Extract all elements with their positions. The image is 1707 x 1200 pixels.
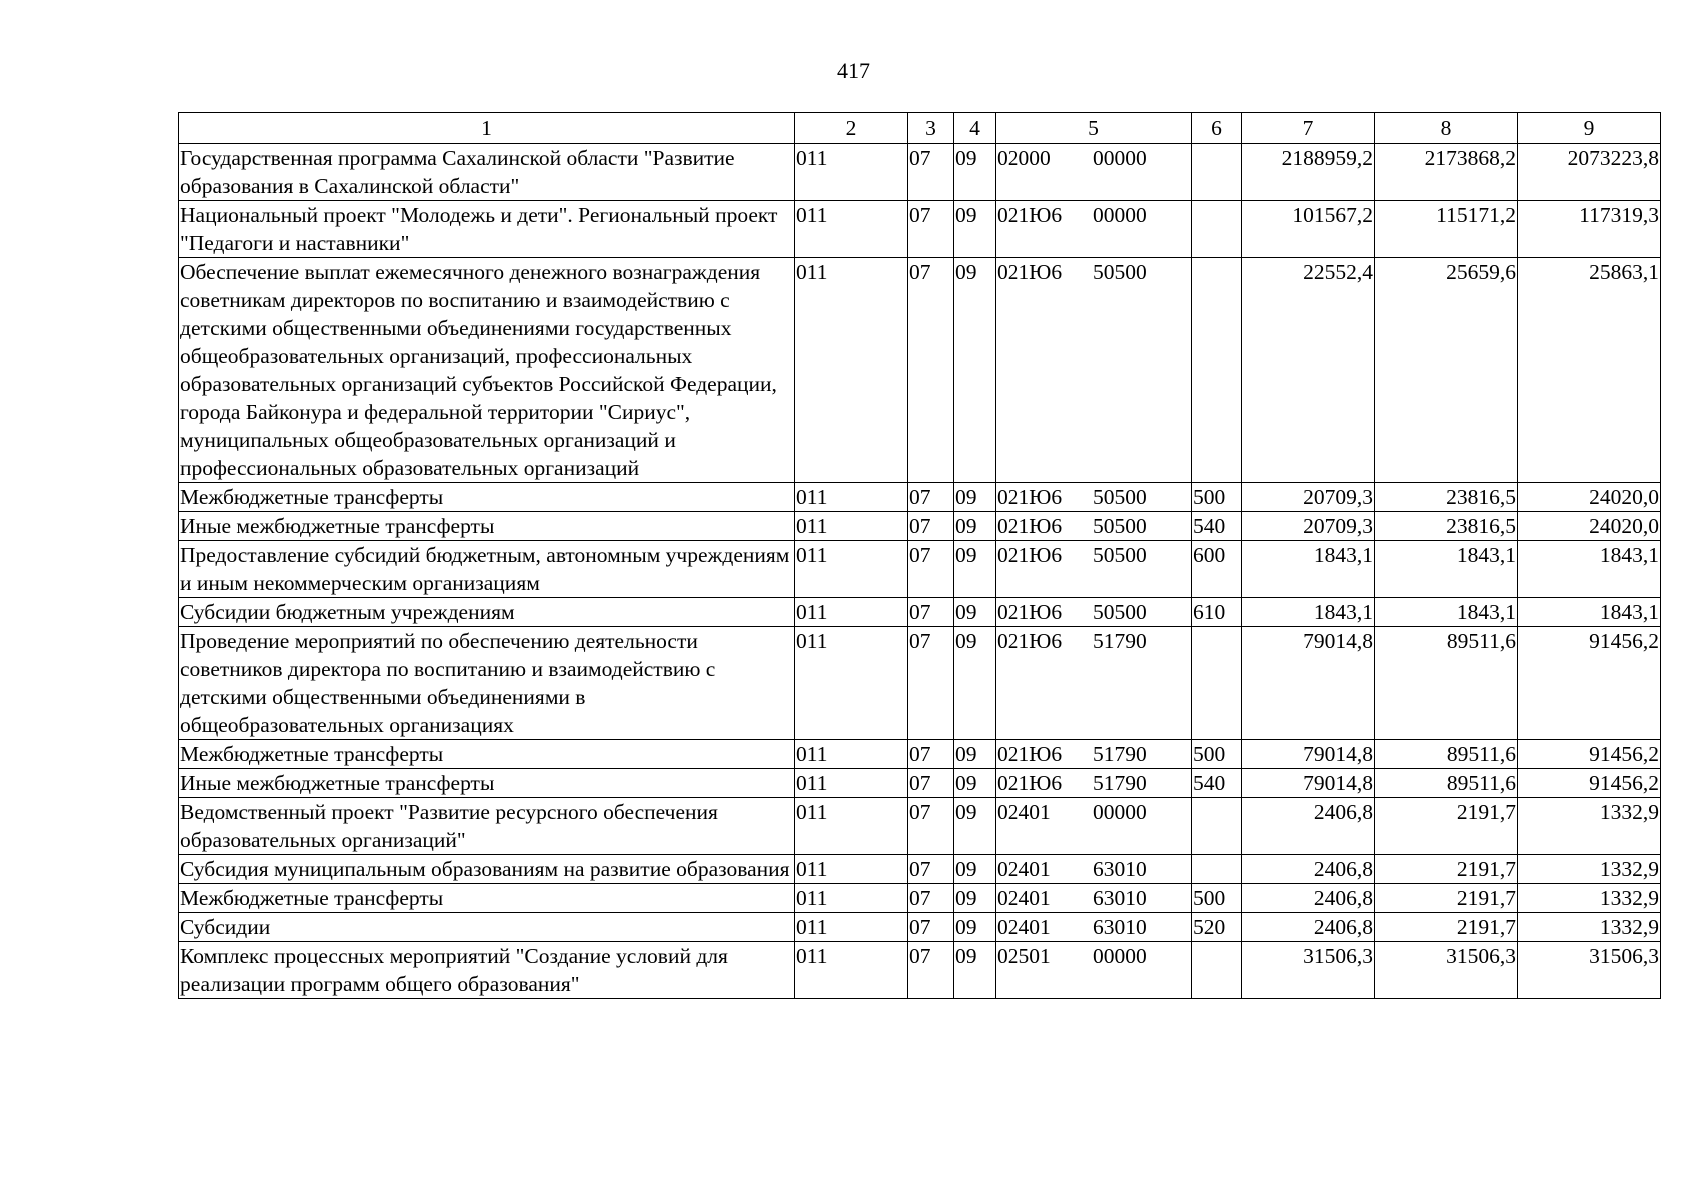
table-row (179, 144, 1661, 201)
code-subsection: 09 (954, 512, 996, 541)
budget-table (178, 112, 1661, 999)
table-row (179, 201, 1661, 258)
target-article-program: 021Ю6 (997, 260, 1063, 284)
target-article-program: 021Ю6 (997, 771, 1063, 795)
row-name: Межбюджетные трансферты (179, 884, 795, 913)
amount-year-3: 1843,1 (1518, 541, 1661, 598)
code-section: 07 (908, 512, 954, 541)
row-name: Национальный проект "Молодежь и дети". Региональный проект "Педагоги и наставники" (179, 201, 795, 258)
code-admin: 011 (795, 598, 908, 627)
table-row (179, 855, 1661, 884)
code-section: 07 (908, 483, 954, 512)
target-article-program: 021Ю6 (997, 203, 1063, 227)
code-expense-type (1192, 627, 1242, 740)
amount-year-3: 91456,2 (1518, 740, 1661, 769)
row-name: Межбюджетные трансферты (179, 740, 795, 769)
row-name: Межбюджетные трансферты (179, 483, 795, 512)
code-target-article (996, 258, 1192, 483)
amount-year-2: 2191,7 (1375, 798, 1518, 855)
code-subsection: 09 (954, 483, 996, 512)
code-subsection: 09 (954, 627, 996, 740)
row-name: Иные межбюджетные трансферты (179, 512, 795, 541)
amount-year-2: 2191,7 (1375, 913, 1518, 942)
row-name: Государственная программа Сахалинской области "Развитие образования в Сахалинской области" (179, 144, 795, 201)
code-admin: 011 (795, 541, 908, 598)
code-expense-type (1192, 855, 1242, 884)
amount-year-2: 23816,5 (1375, 483, 1518, 512)
code-admin: 011 (795, 258, 908, 483)
code-subsection: 09 (954, 798, 996, 855)
amount-year-1: 2406,8 (1242, 913, 1375, 942)
code-section: 07 (908, 144, 954, 201)
code-expense-type: 500 (1192, 483, 1242, 512)
code-target-article (996, 541, 1192, 598)
amount-year-2: 115171,2 (1375, 201, 1518, 258)
code-admin: 011 (795, 627, 908, 740)
amount-year-1: 2188959,2 (1242, 144, 1375, 201)
code-expense-type: 610 (1192, 598, 1242, 627)
amount-year-2: 23816,5 (1375, 512, 1518, 541)
amount-year-1: 20709,3 (1242, 512, 1375, 541)
target-article-direction: 51790 (1093, 629, 1147, 653)
row-name: Субсидии (179, 913, 795, 942)
column-header-2: 2 (795, 113, 908, 144)
code-target-article (996, 798, 1192, 855)
target-article-program: 02000 (997, 146, 1051, 170)
column-header-3: 3 (908, 113, 954, 144)
code-target-article (996, 201, 1192, 258)
column-header-6: 6 (1192, 113, 1242, 144)
code-target-article (996, 740, 1192, 769)
amount-year-3: 24020,0 (1518, 512, 1661, 541)
code-subsection: 09 (954, 884, 996, 913)
amount-year-1: 1843,1 (1242, 541, 1375, 598)
amount-year-3: 1332,9 (1518, 798, 1661, 855)
target-article-direction: 00000 (1093, 203, 1147, 227)
table-row (179, 913, 1661, 942)
target-article-direction: 51790 (1093, 771, 1147, 795)
row-name: Обеспечение выплат ежемесячного денежного вознаграждения советникам директоров по воспитанию и взаимодействию с детскими общественными объединениями государственных общеобразовательных организаций, профессиональных образовательных организаций субъектов Российской Федерации, города Байконура и федеральной территории "Сириус", муниципальных общеобразовательных организаций и профессиональных образовательных организаций (179, 258, 795, 483)
code-section: 07 (908, 258, 954, 483)
target-article-direction: 00000 (1093, 944, 1147, 968)
code-target-article (996, 512, 1192, 541)
amount-year-1: 79014,8 (1242, 627, 1375, 740)
amount-year-2: 89511,6 (1375, 740, 1518, 769)
table-row (179, 942, 1661, 999)
code-target-article (996, 769, 1192, 798)
code-subsection: 09 (954, 598, 996, 627)
target-article-program: 021Ю6 (997, 514, 1063, 538)
amount-year-3: 1843,1 (1518, 598, 1661, 627)
target-article-direction: 50500 (1093, 543, 1147, 567)
code-section: 07 (908, 855, 954, 884)
code-section: 07 (908, 913, 954, 942)
amount-year-2: 1843,1 (1375, 598, 1518, 627)
code-subsection: 09 (954, 769, 996, 798)
amount-year-2: 89511,6 (1375, 769, 1518, 798)
code-admin: 011 (795, 512, 908, 541)
amount-year-2: 2191,7 (1375, 884, 1518, 913)
table-row (179, 769, 1661, 798)
target-article-direction: 50500 (1093, 485, 1147, 509)
target-article-direction: 51790 (1093, 742, 1147, 766)
row-name: Комплекс процессных мероприятий "Создание условий для реализации программ общего образования" (179, 942, 795, 999)
row-name: Предоставление субсидий бюджетным, автономным учреждениям и иным некоммерческим организациям (179, 541, 795, 598)
table-row (179, 541, 1661, 598)
code-section: 07 (908, 942, 954, 999)
target-article-direction: 63010 (1093, 915, 1147, 939)
target-article-program: 02401 (997, 800, 1051, 824)
table-row (179, 483, 1661, 512)
code-expense-type: 540 (1192, 769, 1242, 798)
code-section: 07 (908, 769, 954, 798)
amount-year-1: 2406,8 (1242, 798, 1375, 855)
target-article-direction: 63010 (1093, 857, 1147, 881)
code-expense-type: 520 (1192, 913, 1242, 942)
table-row (179, 884, 1661, 913)
amount-year-1: 20709,3 (1242, 483, 1375, 512)
code-expense-type (1192, 798, 1242, 855)
code-target-article (996, 913, 1192, 942)
table-row (179, 512, 1661, 541)
code-admin: 011 (795, 913, 908, 942)
table-row (179, 798, 1661, 855)
amount-year-3: 24020,0 (1518, 483, 1661, 512)
code-admin: 011 (795, 201, 908, 258)
code-target-article (996, 942, 1192, 999)
target-article-program: 021Ю6 (997, 742, 1063, 766)
amount-year-2: 89511,6 (1375, 627, 1518, 740)
amount-year-3: 91456,2 (1518, 627, 1661, 740)
column-header-8: 8 (1375, 113, 1518, 144)
table-row (179, 258, 1661, 483)
code-admin: 011 (795, 798, 908, 855)
amount-year-3: 25863,1 (1518, 258, 1661, 483)
code-admin: 011 (795, 855, 908, 884)
code-section: 07 (908, 598, 954, 627)
column-header-1: 1 (179, 113, 795, 144)
code-admin: 011 (795, 942, 908, 999)
code-target-article (996, 144, 1192, 201)
table-body (179, 144, 1661, 999)
code-expense-type: 540 (1192, 512, 1242, 541)
amount-year-2: 2173868,2 (1375, 144, 1518, 201)
amount-year-1: 1843,1 (1242, 598, 1375, 627)
header-row (179, 113, 1661, 144)
target-article-direction: 63010 (1093, 886, 1147, 910)
amount-year-1: 22552,4 (1242, 258, 1375, 483)
column-header-4: 4 (954, 113, 996, 144)
target-article-direction: 50500 (1093, 600, 1147, 624)
target-article-direction: 00000 (1093, 800, 1147, 824)
amount-year-3: 1332,9 (1518, 884, 1661, 913)
column-header-9: 9 (1518, 113, 1661, 144)
amount-year-1: 2406,8 (1242, 884, 1375, 913)
page-number: 417 (837, 58, 870, 83)
row-name: Иные межбюджетные трансферты (179, 769, 795, 798)
code-target-article (996, 855, 1192, 884)
table-row (179, 627, 1661, 740)
code-expense-type (1192, 258, 1242, 483)
code-subsection: 09 (954, 855, 996, 884)
code-target-article (996, 884, 1192, 913)
amount-year-1: 2406,8 (1242, 855, 1375, 884)
amount-year-3: 1332,9 (1518, 913, 1661, 942)
amount-year-2: 31506,3 (1375, 942, 1518, 999)
amount-year-2: 2191,7 (1375, 855, 1518, 884)
code-expense-type: 500 (1192, 740, 1242, 769)
target-article-program: 02401 (997, 857, 1051, 881)
target-article-direction: 50500 (1093, 514, 1147, 538)
target-article-program: 021Ю6 (997, 629, 1063, 653)
code-subsection: 09 (954, 201, 996, 258)
code-expense-type (1192, 144, 1242, 201)
amount-year-2: 25659,6 (1375, 258, 1518, 483)
amount-year-1: 101567,2 (1242, 201, 1375, 258)
code-target-article (996, 627, 1192, 740)
row-name: Субсидии бюджетным учреждениям (179, 598, 795, 627)
code-section: 07 (908, 627, 954, 740)
amount-year-3: 91456,2 (1518, 769, 1661, 798)
code-admin: 011 (795, 884, 908, 913)
target-article-program: 021Ю6 (997, 543, 1063, 567)
code-target-article (996, 598, 1192, 627)
amount-year-3: 2073223,8 (1518, 144, 1661, 201)
target-article-program: 02501 (997, 944, 1051, 968)
code-section: 07 (908, 541, 954, 598)
table-row (179, 740, 1661, 769)
code-expense-type: 600 (1192, 541, 1242, 598)
code-admin: 011 (795, 769, 908, 798)
amount-year-3: 1332,9 (1518, 855, 1661, 884)
code-admin: 011 (795, 740, 908, 769)
amount-year-1: 79014,8 (1242, 740, 1375, 769)
row-name: Ведомственный проект "Развитие ресурсного обеспечения образовательных организаций" (179, 798, 795, 855)
target-article-program: 021Ю6 (997, 485, 1063, 509)
code-subsection: 09 (954, 942, 996, 999)
target-article-program: 02401 (997, 915, 1051, 939)
target-article-direction: 50500 (1093, 260, 1147, 284)
target-article-program: 021Ю6 (997, 600, 1063, 624)
code-subsection: 09 (954, 144, 996, 201)
code-subsection: 09 (954, 541, 996, 598)
column-header-5: 5 (996, 113, 1192, 144)
code-target-article (996, 483, 1192, 512)
code-subsection: 09 (954, 913, 996, 942)
code-section: 07 (908, 884, 954, 913)
amount-year-2: 1843,1 (1375, 541, 1518, 598)
amount-year-1: 79014,8 (1242, 769, 1375, 798)
target-article-program: 02401 (997, 886, 1051, 910)
code-admin: 011 (795, 144, 908, 201)
amount-year-3: 117319,3 (1518, 201, 1661, 258)
code-section: 07 (908, 740, 954, 769)
code-admin: 011 (795, 483, 908, 512)
code-expense-type: 500 (1192, 884, 1242, 913)
amount-year-1: 31506,3 (1242, 942, 1375, 999)
amount-year-3: 31506,3 (1518, 942, 1661, 999)
target-article-direction: 00000 (1093, 146, 1147, 170)
code-section: 07 (908, 201, 954, 258)
code-subsection: 09 (954, 740, 996, 769)
code-expense-type (1192, 942, 1242, 999)
code-section: 07 (908, 798, 954, 855)
table-row (179, 598, 1661, 627)
code-subsection: 09 (954, 258, 996, 483)
column-header-7: 7 (1242, 113, 1375, 144)
row-name: Субсидия муниципальным образованиям на развитие образования (179, 855, 795, 884)
code-expense-type (1192, 201, 1242, 258)
row-name: Проведение мероприятий по обеспечению деятельности советников директора по воспитанию и взаимодействию с детскими общественными объединениями в общеобразовательных организациях (179, 627, 795, 740)
